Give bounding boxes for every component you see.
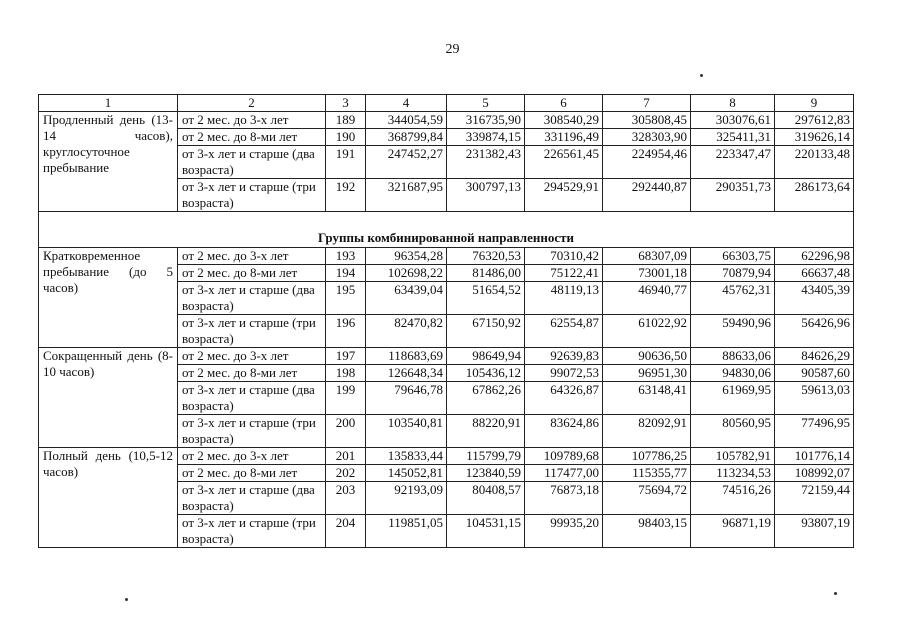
value-cell: 101776,14	[775, 448, 854, 465]
value-cell: 67150,92	[447, 315, 525, 348]
value-cell: 300797,13	[447, 179, 525, 212]
value-cell: 103540,81	[366, 415, 447, 448]
value-cell: 286173,64	[775, 179, 854, 212]
age-category: от 2 мес. до 3-х лет	[178, 112, 326, 129]
value-cell: 63439,04	[366, 282, 447, 315]
value-cell: 74516,26	[691, 482, 775, 515]
age-category: от 2 мес. до 3-х лет	[178, 248, 326, 265]
value-cell: 92193,09	[366, 482, 447, 515]
value-cell: 90636,50	[603, 348, 691, 365]
value-cell: 98649,94	[447, 348, 525, 365]
column-header: 9	[775, 95, 854, 112]
value-cell: 84626,29	[775, 348, 854, 365]
age-category: от 3-х лет и старше (три возраста)	[178, 315, 326, 348]
value-cell: 83624,86	[525, 415, 603, 448]
scan-speck	[125, 598, 128, 601]
value-cell: 76873,18	[525, 482, 603, 515]
value-cell: 145052,81	[366, 465, 447, 482]
value-cell: 77496,95	[775, 415, 854, 448]
value-cell: 64326,87	[525, 382, 603, 415]
column-header: 1	[39, 95, 178, 112]
value-cell: 80560,95	[691, 415, 775, 448]
value-cell: 92639,83	[525, 348, 603, 365]
age-category: от 2 мес. до 8-ми лет	[178, 365, 326, 382]
row-code: 201	[326, 448, 366, 465]
value-cell: 66637,48	[775, 265, 854, 282]
value-cell: 325411,31	[691, 129, 775, 146]
value-cell: 108992,07	[775, 465, 854, 482]
value-cell: 72159,44	[775, 482, 854, 515]
age-category: от 2 мес. до 8-ми лет	[178, 265, 326, 282]
value-cell: 48119,13	[525, 282, 603, 315]
table-body	[39, 95, 854, 548]
value-cell: 88220,91	[447, 415, 525, 448]
tariff-table	[38, 94, 854, 548]
value-cell: 109789,68	[525, 448, 603, 465]
row-code: 199	[326, 382, 366, 415]
age-category: от 3-х лет и старше (два возраста)	[178, 282, 326, 315]
value-cell: 73001,18	[603, 265, 691, 282]
value-cell: 88633,06	[691, 348, 775, 365]
row-code: 202	[326, 465, 366, 482]
value-cell: 56426,96	[775, 315, 854, 348]
value-cell: 321687,95	[366, 179, 447, 212]
value-cell: 104531,15	[447, 515, 525, 548]
value-cell: 117477,00	[525, 465, 603, 482]
age-category: от 2 мес. до 3-х лет	[178, 348, 326, 365]
table-row	[39, 112, 854, 129]
value-cell: 76320,53	[447, 248, 525, 265]
value-cell: 93807,19	[775, 515, 854, 548]
value-cell: 331196,49	[525, 129, 603, 146]
column-header: 8	[691, 95, 775, 112]
value-cell: 319626,14	[775, 129, 854, 146]
value-cell: 61969,95	[691, 382, 775, 415]
value-cell: 63148,41	[603, 382, 691, 415]
value-cell: 290351,73	[691, 179, 775, 212]
row-code: 203	[326, 482, 366, 515]
value-cell: 126648,34	[366, 365, 447, 382]
age-category: от 2 мес. до 8-ми лет	[178, 465, 326, 482]
value-cell: 297612,83	[775, 112, 854, 129]
column-header: 2	[178, 95, 326, 112]
value-cell: 99072,53	[525, 365, 603, 382]
value-cell: 123840,59	[447, 465, 525, 482]
group-label: Кратковременное пребывание (до 5 часов)	[39, 248, 178, 348]
age-category: от 3-х лет и старше (три возраста)	[178, 515, 326, 548]
table-row	[39, 448, 854, 465]
value-cell: 62296,98	[775, 248, 854, 265]
value-cell: 113234,53	[691, 465, 775, 482]
value-cell: 46940,77	[603, 282, 691, 315]
row-code: 197	[326, 348, 366, 365]
age-category: от 2 мес. до 3-х лет	[178, 448, 326, 465]
value-cell: 61022,92	[603, 315, 691, 348]
row-code: 190	[326, 129, 366, 146]
row-code: 195	[326, 282, 366, 315]
row-code: 194	[326, 265, 366, 282]
value-cell: 226561,45	[525, 146, 603, 179]
value-cell: 247452,27	[366, 146, 447, 179]
value-cell: 51654,52	[447, 282, 525, 315]
value-cell: 96951,30	[603, 365, 691, 382]
value-cell: 90587,60	[775, 365, 854, 382]
value-cell: 308540,29	[525, 112, 603, 129]
value-cell: 115799,79	[447, 448, 525, 465]
value-cell: 344054,59	[366, 112, 447, 129]
value-cell: 292440,87	[603, 179, 691, 212]
value-cell: 305808,45	[603, 112, 691, 129]
value-cell: 81486,00	[447, 265, 525, 282]
scan-speck	[834, 592, 837, 595]
value-cell: 118683,69	[366, 348, 447, 365]
row-code: 204	[326, 515, 366, 548]
value-cell: 105436,12	[447, 365, 525, 382]
column-header: 4	[366, 95, 447, 112]
age-category: от 3-х лет и старше (два возраста)	[178, 146, 326, 179]
value-cell: 94830,06	[691, 365, 775, 382]
value-cell: 339874,15	[447, 129, 525, 146]
value-cell: 66303,75	[691, 248, 775, 265]
value-cell: 67862,26	[447, 382, 525, 415]
value-cell: 70879,94	[691, 265, 775, 282]
column-header: 7	[603, 95, 691, 112]
section-title: Группы комбинированной направленности	[39, 212, 854, 248]
value-cell: 115355,77	[603, 465, 691, 482]
value-cell: 105782,91	[691, 448, 775, 465]
value-cell: 223347,47	[691, 146, 775, 179]
row-code: 192	[326, 179, 366, 212]
value-cell: 99935,20	[525, 515, 603, 548]
value-cell: 68307,09	[603, 248, 691, 265]
column-header: 3	[326, 95, 366, 112]
value-cell: 82092,91	[603, 415, 691, 448]
value-cell: 328303,90	[603, 129, 691, 146]
value-cell: 107786,25	[603, 448, 691, 465]
value-cell: 75122,41	[525, 265, 603, 282]
page-number: 29	[445, 42, 460, 57]
value-cell: 43405,39	[775, 282, 854, 315]
value-cell: 96871,19	[691, 515, 775, 548]
value-cell: 59490,96	[691, 315, 775, 348]
age-category: от 3-х лет и старше (три возраста)	[178, 179, 326, 212]
row-code: 193	[326, 248, 366, 265]
value-cell: 80408,57	[447, 482, 525, 515]
value-cell: 220133,48	[775, 146, 854, 179]
age-category: от 3-х лет и старше (два возраста)	[178, 482, 326, 515]
table-row	[39, 348, 854, 365]
row-code: 200	[326, 415, 366, 448]
value-cell: 224954,46	[603, 146, 691, 179]
value-cell: 102698,22	[366, 265, 447, 282]
value-cell: 231382,43	[447, 146, 525, 179]
value-cell: 96354,28	[366, 248, 447, 265]
row-code: 196	[326, 315, 366, 348]
age-category: от 2 мес. до 8-ми лет	[178, 129, 326, 146]
column-header: 5	[447, 95, 525, 112]
row-code: 198	[326, 365, 366, 382]
value-cell: 294529,91	[525, 179, 603, 212]
value-cell: 135833,44	[366, 448, 447, 465]
table-row	[39, 248, 854, 265]
value-cell: 62554,87	[525, 315, 603, 348]
group-label: Сокращенный день (8-10 часов)	[39, 348, 178, 448]
value-cell: 59613,03	[775, 382, 854, 415]
row-code: 191	[326, 146, 366, 179]
value-cell: 79646,78	[366, 382, 447, 415]
value-cell: 316735,90	[447, 112, 525, 129]
column-header: 6	[525, 95, 603, 112]
value-cell: 119851,05	[366, 515, 447, 548]
value-cell: 75694,72	[603, 482, 691, 515]
section-row	[39, 212, 854, 248]
scan-speck	[700, 74, 703, 77]
value-cell: 368799,84	[366, 129, 447, 146]
value-cell: 45762,31	[691, 282, 775, 315]
value-cell: 82470,82	[366, 315, 447, 348]
header-row	[39, 95, 854, 112]
value-cell: 98403,15	[603, 515, 691, 548]
age-category: от 3-х лет и старше (два возраста)	[178, 382, 326, 415]
row-code: 189	[326, 112, 366, 129]
value-cell: 70310,42	[525, 248, 603, 265]
group-label: Полный день (10,5-12 часов)	[39, 448, 178, 548]
age-category: от 3-х лет и старше (три возраста)	[178, 415, 326, 448]
group-label: Продленный день (13-14 часов), круглосуточное пребывание	[39, 112, 178, 212]
value-cell: 303076,61	[691, 112, 775, 129]
